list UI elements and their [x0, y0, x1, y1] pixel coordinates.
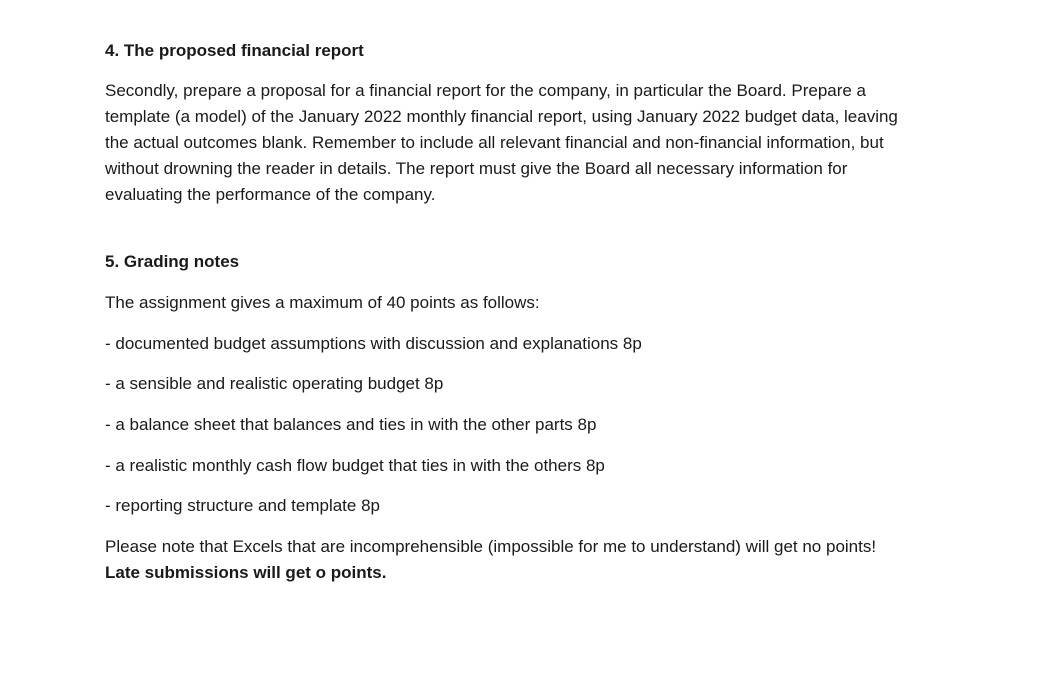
section-5-heading: 5. Grading notes	[105, 252, 240, 271]
grading-item: - documented budget assumptions with discussion and explanations 8p	[105, 334, 642, 353]
grading-item: - a sensible and realistic operating budget 8p	[105, 374, 444, 393]
note-text: Please note that Excels that are incomprehensible (impossible for me to understand) will get no points!	[105, 537, 877, 556]
note-bold-warning: Late submissions will get o points.	[105, 563, 387, 582]
grading-item: - a realistic monthly cash flow budget that ties in with the others 8p	[105, 456, 605, 475]
grading-item: - reporting structure and template 8p	[105, 496, 380, 515]
grading-intro: The assignment gives a maximum of 40 points as follows:	[105, 293, 540, 312]
grading-item: - a balance sheet that balances and ties in with the other parts 8p	[105, 415, 597, 434]
section-4-body: Secondly, prepare a proposal for a financial report for the company, in particular the Board. Prepare a template (a model) of the January 2022 monthly financial report, using January 2022 budget data, leaving the actual outcomes blank. Remember to include all relevant financial and non-financial information, but without drowning the reader in details. The report must give the Board all necessary information for evaluating the performance of the company.	[105, 81, 898, 204]
late-submission-note	[105, 534, 895, 586]
section-4-heading: 4. The proposed financial report	[105, 41, 364, 60]
